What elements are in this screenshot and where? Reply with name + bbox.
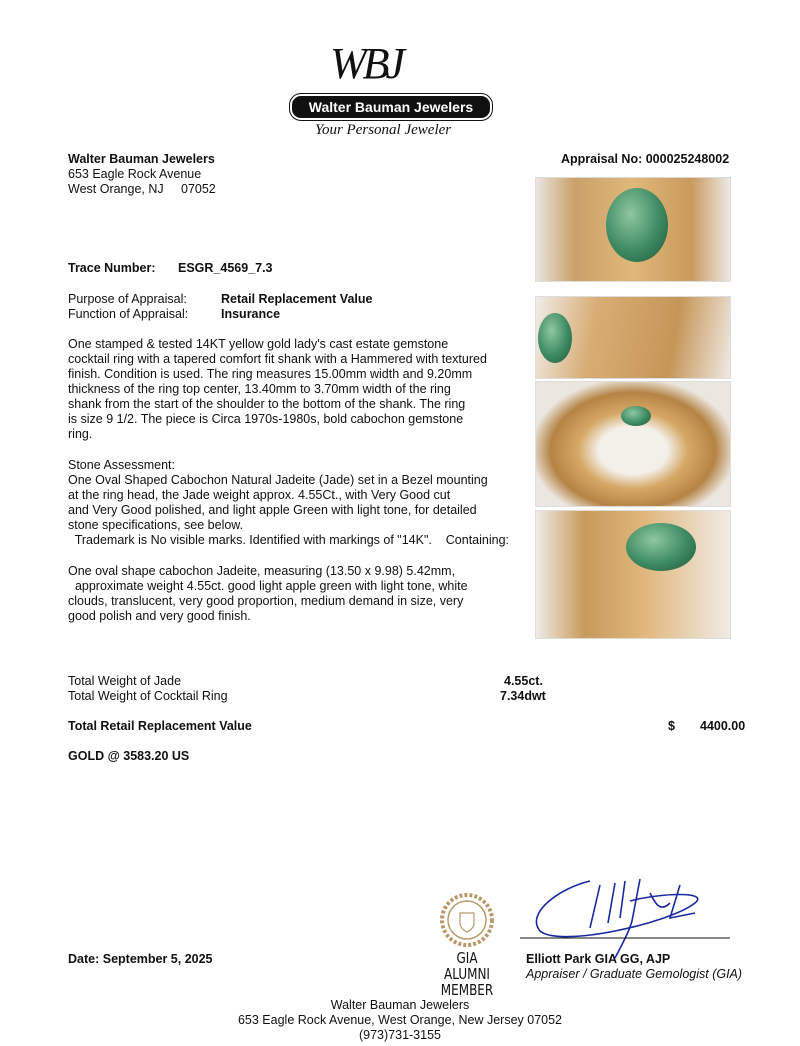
company-address-2: West Orange, NJ 07052: [68, 182, 216, 196]
description-line: thickness of the ring top center, 13.40mm to 3.70mm width of the ring: [68, 382, 451, 396]
trace-label: Trace Number:: [68, 261, 156, 275]
company-logo: [285, 38, 495, 143]
stone-detail-line: One oval shape cabochon Jadeite, measuring (13.50 x 9.98) 5.42mm,: [68, 564, 456, 578]
stone-assessment-line: Stone Assessment:: [68, 458, 176, 472]
footer-company: Walter Bauman Jewelers: [330, 998, 470, 1012]
stone-assessment-line: One Oval Shaped Cabochon Natural Jadeite (Jade) set in a Bezel mounting: [68, 473, 488, 487]
stone-detail-line: good polish and very good finish.: [68, 609, 251, 623]
description-line: is size 9 1/2. The piece is Circa 1970s-1980s, bold cabochon gemstone: [68, 412, 464, 426]
description-line: ring.: [68, 427, 93, 441]
gold-price: GOLD @ 3583.20 US: [68, 749, 190, 763]
company-name: Walter Bauman Jewelers: [68, 152, 215, 166]
stone-assessment: [68, 458, 509, 548]
signer-name: Elliott Park GIA GG, AJP: [526, 952, 671, 966]
ring-photo-inside: [535, 381, 731, 507]
gia-seal-icon: [440, 893, 494, 947]
description-line: finish. Condition is used. The ring measures 15.00mm width and 9.20mm: [68, 367, 473, 381]
stone-detail: [68, 564, 468, 624]
stone-detail-line: clouds, translucent, very good proportion, medium demand in size, very: [68, 594, 464, 608]
description-line: cocktail ring with a tapered comfort fit shank with a Hammered with textured: [68, 352, 487, 366]
trace-value: ESGR_4569_7.3: [178, 261, 273, 275]
function-value: Insurance: [221, 307, 281, 321]
description-line: One stamped & tested 14KT yellow gold lady's cast estate gemstone: [68, 337, 449, 351]
company-address-1: 653 Eagle Rock Avenue: [68, 167, 202, 181]
stone-assessment-line: Trademark is No visible marks. Identified with markings of "14K". Containing:: [68, 533, 509, 547]
signature: [520, 873, 740, 963]
logo-name: Walter Bauman Jewelers: [290, 94, 492, 120]
currency-symbol: $: [668, 719, 675, 733]
purpose-value: Retail Replacement Value: [221, 292, 373, 306]
ring-weight-value: 7.34dwt: [500, 689, 546, 703]
ring-photo-top: [535, 177, 731, 282]
gia-alumni-text: [433, 950, 500, 998]
description-line: shank from the start of the shoulder to the bottom of the shank. The ring: [68, 397, 466, 411]
signer-title: Appraiser / Graduate Gemologist (GIA): [526, 967, 743, 981]
gia-line-2: MEMBER: [440, 981, 494, 999]
jade-weight-value: 4.55ct.: [504, 674, 543, 688]
ring-weight-label: Total Weight of Cocktail Ring: [68, 689, 228, 703]
appraisal-number: Appraisal No: 000025248002: [561, 152, 730, 166]
function-label: Function of Appraisal:: [68, 307, 189, 321]
ring-photo-angle: [535, 510, 731, 639]
logo-monogram: WBJ: [330, 39, 402, 88]
item-description: [68, 337, 487, 442]
ring-photo-side: [535, 296, 731, 379]
footer-phone: (973)731-3155: [358, 1028, 441, 1042]
logo-tagline: Your Personal Jeweler: [315, 122, 452, 138]
stone-assessment-line: and Very Good polished, and light apple Green with light tone, for detailed: [68, 503, 477, 517]
stone-assessment-line: at the ring head, the Jade weight approx. 4.55Ct., with Very Good cut: [68, 488, 451, 502]
appraisal-date: Date: September 5, 2025: [68, 952, 213, 966]
stone-detail-line: approximate weight 4.55ct. good light apple green with light tone, white: [68, 579, 468, 593]
retail-value-label: Total Retail Replacement Value: [68, 719, 252, 733]
footer-address: 653 Eagle Rock Avenue, West Orange, New Jersey 07052: [237, 1013, 563, 1027]
jade-weight-label: Total Weight of Jade: [68, 674, 182, 688]
purpose-label: Purpose of Appraisal:: [68, 292, 187, 306]
retail-value-amount: 4400.00: [700, 719, 746, 733]
gia-line-1: GIA ALUMNI: [444, 949, 490, 983]
stone-assessment-line: stone specifications, see below.: [68, 518, 244, 532]
